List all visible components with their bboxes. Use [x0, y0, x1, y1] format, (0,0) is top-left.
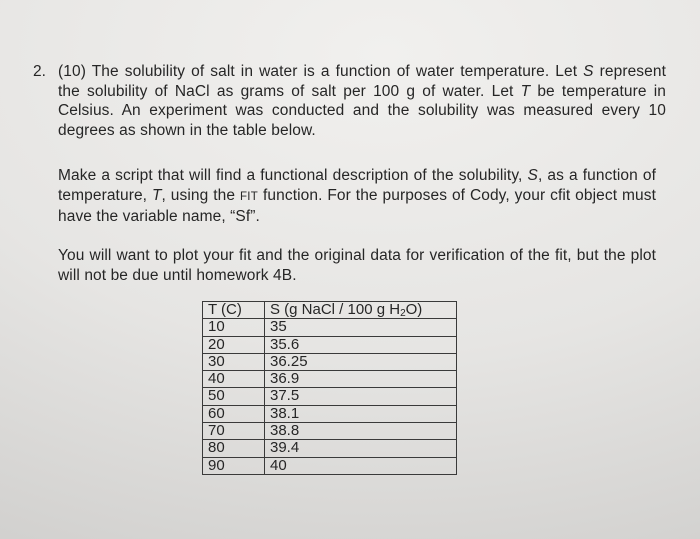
cell-temperature: 30 — [203, 353, 265, 370]
cell-solubility: 35 — [265, 319, 457, 336]
cell-temperature: 40 — [203, 371, 265, 388]
variable-s: S — [583, 63, 594, 80]
cell-solubility: 35.6 — [265, 336, 457, 353]
points-label: (10) — [58, 63, 86, 80]
table-row — [203, 371, 457, 388]
cell-temperature: 80 — [203, 440, 265, 457]
table-row — [203, 405, 457, 422]
table-row — [203, 353, 457, 370]
cell-temperature: 90 — [203, 457, 265, 474]
instructions-text-1: Make a script that will find a functional description of the solubility, — [58, 167, 528, 184]
table-header-row — [203, 302, 457, 319]
statement-text-1: The solubility of salt in water is a function of water temperature. Let — [91, 63, 584, 80]
cell-solubility: 38.1 — [265, 405, 457, 422]
cell-temperature: 50 — [203, 388, 265, 405]
statement-text-3: be temperature in Celsius. An experiment was conducted and the solubility was measured every 10 degrees as shown in the table below. — [58, 82, 667, 139]
header-solubility-subscript: 2 — [400, 308, 406, 319]
solubility-table — [202, 301, 457, 475]
statement-text-2: represent the solubility of NaCl as grams of salt per 100 g of water. Let — [58, 63, 666, 100]
table-row — [203, 457, 457, 474]
table-row — [203, 423, 457, 440]
instructions-text-4: function. For the purposes of Cody, your cfit object must have the variable name, “Sf”. — [58, 186, 656, 225]
cell-solubility: 36.25 — [265, 353, 457, 370]
variable-t: T — [520, 82, 531, 100]
table-row — [203, 336, 457, 353]
variable-s: S — [527, 167, 538, 184]
instructions-text-3: , using the — [161, 186, 240, 204]
cell-solubility: 38.8 — [265, 423, 457, 440]
header-solubility — [265, 302, 457, 319]
header-solubility-prefix: S (g NaCl / 100 g H — [270, 301, 401, 318]
cell-temperature: 20 — [203, 336, 265, 353]
plot-note: You will want to plot your fit and the original data for verification of the fit, but the plot will not be due until homework 4B. — [58, 247, 656, 284]
script-instructions — [58, 166, 656, 227]
table-row — [203, 388, 457, 405]
question-number: 2. — [33, 63, 46, 80]
header-temperature: T (C) — [203, 302, 265, 319]
table-row — [203, 319, 457, 336]
cell-solubility: 37.5 — [265, 388, 457, 405]
cell-solubility: 36.9 — [265, 371, 457, 388]
cell-temperature: 60 — [203, 405, 265, 422]
table-row — [203, 440, 457, 457]
cell-solubility: 40 — [265, 457, 457, 474]
variable-t: T — [151, 186, 162, 204]
instructions-text-2: , as a function of temperature, — [58, 167, 656, 204]
cell-temperature: 10 — [203, 319, 265, 336]
header-solubility-suffix: O) — [405, 301, 423, 318]
problem-statement — [58, 62, 666, 140]
cell-temperature: 70 — [203, 423, 265, 440]
fit-function-name: FIT — [239, 190, 259, 203]
cell-solubility: 39.4 — [265, 440, 457, 457]
